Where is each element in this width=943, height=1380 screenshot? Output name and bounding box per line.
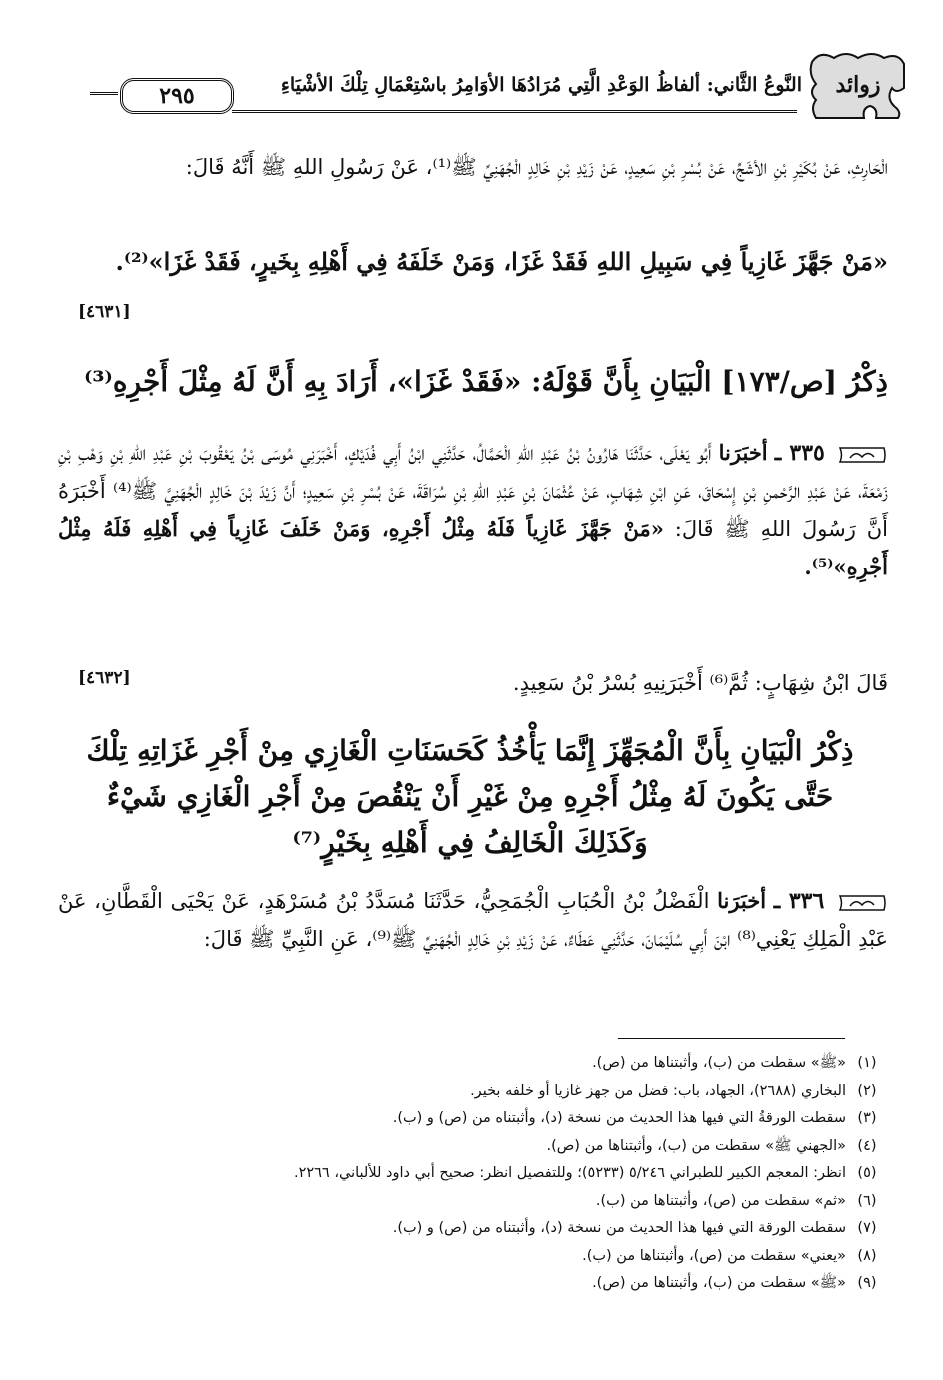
footnote-text: البخاري (٢٦٨٨)، الجهاد، باب: فضل من جهز غازيا أو خلفه بخير. bbox=[470, 1082, 846, 1099]
narrator-scroll-icon bbox=[838, 444, 888, 466]
narrator-scroll-icon bbox=[838, 892, 888, 914]
footnote-separator bbox=[618, 1038, 845, 1039]
hadith-335-isnad: أَبُو يَعْلَى، حَدَّثَنَا هَارُونُ بْنُ عَبْدِ اللهِ الْحَمَّالُ، حَدَّثَنِي ابْنُ أَبِي فُدَيْكٍ، أَخْبَرَنِي مُوسَى بْنُ يَعْقُوبَ بْنِ عَبْدِ اللهِ بْنِ وَهْبِ بْنِ زَمْعَةَ، عَنْ عَبْدِ الرَّحْمنِ بْنِ إِسْحَاقَ، عَنِ ابْنِ شِهَابٍ، عَنْ عُثْمَانَ بْنِ عَبْدِ اللهِ بْنِ سُرَاقَةَ، عَنْ بُسْرِ بْنِ سَعِيدٍ؛ أَنَّ زَيْدَ بْنَ خَالِدٍ الْجُهَنِيَّ ﷺ⁽⁴⁾ أَخْبَرَهُ أَنَّ رَسُولَ اللهِ ﷺ قَالَ: bbox=[58, 441, 888, 541]
footnote bbox=[58, 1188, 888, 1216]
footnote-text: «يعني» سقطت من (ص)، وأثبتناها من (ب). bbox=[582, 1247, 846, 1264]
footnote bbox=[58, 1050, 888, 1078]
footnote-text: انظر: المعجم الكبير للطبراني ٥/٢٤٦ (٥٢٣٣)؛ وللتفصيل انظر: صحيح أبي داود للألباني، ٢٢٦٦. bbox=[293, 1165, 846, 1181]
hadith-336-isnad: الْفَضْلُ بْنُ الْحُبَابِ الْجُمَحِيُّ، حَدَّثَنَا مُسَدَّدُ بْنُ مُسَرْهَدٍ، عَنْ يَحْيَى الْقَطَّانِ، عَنْ عَبْدِ الْمَلِكِ يَعْنِي⁽⁸⁾ ابْنَ أَبِي سُلَيْمَانَ، حَدَّثَنِي عَطَاءٌ، عَنْ زَيْدِ بْنِ خَالِدٍ الْجُهَنِيِّ ﷺ⁽⁹⁾، عَنِ النَّبِيِّ ﷺ قَالَ: bbox=[58, 889, 888, 951]
hadith-text-1: «مَنْ جَهَّزَ غَازِياً فِي سَبِيلِ اللهِ فَقَدْ غَزَا، وَمَنْ خَلَفَهُ فِي أَهْلِهِ بِخَيرٍ، فَقَدْ غَزَا»⁽²⁾. bbox=[115, 247, 888, 276]
footnote-number: (٢) bbox=[857, 1082, 877, 1099]
section-heading-2: ذِكْرُ الْبَيَانِ بِأَنَّ الْمُجَهِّزَ إِنَّمَا يَأْخُذُ كَحَسَنَاتِ الْغَازِي مِنْ أَجْرِ غَزَاتِهِ تِلْكَ حَتَّى يَكُونَ لَهُ مِثْلُ أَجْرِهِ مِنْ غَيْرِ أَنْ يَنْقُصَ مِنْ أَجْرِ الْغَازِي شَيْءٌ وَكَذَلِكَ الْخَالِفُ فِي أَهْلِهِ بِخَيْرٍ⁽⁷⁾ bbox=[86, 734, 854, 859]
footnote-text: «الجهني ﷺ» سقطت من (ب)، وأثبتناها من (ص). bbox=[546, 1137, 846, 1154]
page-header bbox=[60, 48, 910, 118]
section-heading-1: ذِكْرُ [ص/١٧٣] الْبَيَانِ بِأَنَّ قَوْلَهُ: «فَقَدْ غَزَا»، أَرَادَ بِهِ أَنَّ لَهُ مِثْلَ أَجْرِهِ⁽³⁾ bbox=[83, 365, 888, 398]
hadith-ref-4632: [٤٦٣٢] bbox=[78, 668, 131, 688]
footnote-text: «ﷺ» سقطت من (ب)، وأثبتناها من (ص). bbox=[592, 1275, 846, 1291]
footnote bbox=[58, 1270, 888, 1298]
hadith-ref-4631: [٤٦٣١] bbox=[78, 302, 131, 322]
footnote-text: سقطت الورقةُ التي فيها هذا الحديث من نسخة (د)، وأثبتناه من (ص) و (ب). bbox=[392, 1110, 846, 1126]
footnote-text: «ﷺ» سقطت من (ب)، وأثبتناها من (ص). bbox=[592, 1055, 846, 1071]
footnote-number: (٧) bbox=[857, 1220, 877, 1236]
footnote bbox=[58, 1105, 888, 1133]
footnote-number: (٩) bbox=[857, 1275, 877, 1291]
footnote-number: (٣) bbox=[857, 1110, 877, 1126]
footnote-number: (٤) bbox=[857, 1137, 877, 1154]
ibn-shihab-note: قَالَ ابْنُ شِهَابٍ: ثُمَّ⁽⁶⁾ أَخْبَرَنِيهِ بُسْرُ بْنُ سَعِيدٍ. bbox=[512, 671, 888, 695]
akhbarana-label: أخبَرَنا bbox=[717, 888, 767, 913]
footnotes bbox=[58, 1050, 888, 1298]
header-rule-right bbox=[232, 110, 797, 113]
footnote bbox=[58, 1243, 888, 1271]
footnote bbox=[58, 1160, 888, 1188]
header-rule-left bbox=[90, 92, 118, 95]
footnote-text: سقطت الورقة التي فيها هذا الحديث من نسخة (د)، وأثبتناه من (ص) و (ب). bbox=[392, 1220, 846, 1236]
hadith-number-336: ٣٣٦ ـ bbox=[773, 888, 825, 914]
zawaid-logo bbox=[806, 48, 910, 120]
isnad-continuation: الْحَارِثِ، عَنْ بُكَيْرِ بْنِ الأشَجِّ، عَنْ بُسْرِ بْنِ سَعِيدٍ، عَنْ زَيْدِ بْنِ خَالِدٍ الْجُهَنِيِّ ﷺ⁽¹⁾، عَنْ رَسُولِ اللهِ ﷺ أَنَّهُ قَالَ: bbox=[185, 155, 888, 179]
footnote bbox=[58, 1078, 888, 1106]
footnote-number: (٦) bbox=[857, 1192, 877, 1209]
footnote bbox=[58, 1215, 888, 1243]
running-title: النَّوعُ الثَّاني: ألفاظُ الوَعْدِ الَّتِي مُرَادُهَا الأوَامِرُ باسْتِعْمَالِ تِلْكَ الأشْيَاءِ bbox=[280, 74, 802, 96]
hadith-335-block bbox=[58, 434, 888, 586]
footnote-number: (١) bbox=[857, 1055, 877, 1071]
footnote-number: (٥) bbox=[857, 1165, 877, 1181]
page-number bbox=[120, 78, 234, 114]
page-number-text: ٢٩٥ bbox=[159, 83, 195, 109]
logo-text: زوائد bbox=[835, 72, 881, 98]
akhbarana-label: أخبَرَنا bbox=[718, 440, 768, 465]
hadith-number-335: ٣٣٥ ـ bbox=[774, 440, 825, 466]
hadith-336-block bbox=[58, 882, 888, 958]
hadith-335-matn: «مَنْ جَهَّزَ غَازِياً فَلَهُ مِثْلُ أَجْرِهِ، وَمَنْ خَلَفَ غَازِياً فِي أَهْلِهِ فَلَهُ مِثْلُ أَجْرِهِ»⁽⁵⁾. bbox=[58, 516, 888, 579]
footnote-number: (٨) bbox=[857, 1247, 877, 1264]
footnote bbox=[58, 1133, 888, 1161]
footnote-text: «ثم» سقطت من (ص)، وأثبتناها من (ب). bbox=[595, 1192, 846, 1209]
